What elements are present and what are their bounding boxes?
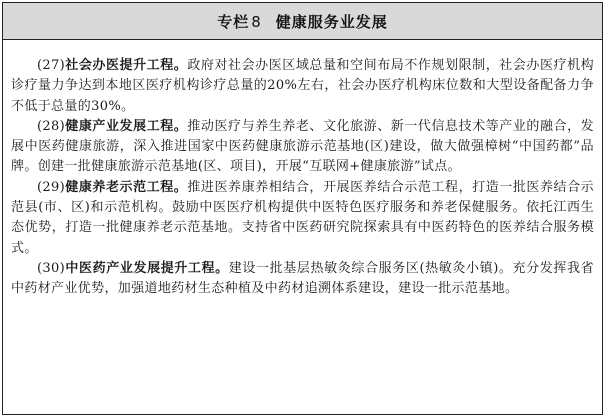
- paragraph-number: (28): [37, 118, 66, 134]
- paragraph-heading: 健康养老示范工程。: [65, 179, 188, 195]
- paragraph-28: [11, 117, 594, 178]
- paragraph-heading: 健康产业发展工程。: [65, 118, 188, 134]
- paragraph-number: (29): [37, 179, 66, 195]
- paragraph-number: (27): [37, 58, 66, 73]
- paragraph-body: 建设一批基层热敏灸综合服务区(热敏灸小镇)。充分发挥我省中药材产业优势，加强道地药材生态种植及中药材追溯体系建设，建设一批示范基地。: [11, 260, 594, 297]
- paragraph-29: [11, 178, 594, 259]
- box-title-text: 健康服务业发展: [275, 12, 388, 31]
- paragraph-body: 推进医养康养相结合，开展医养结合示范工程，打造一批医养结合示范县(市、区)和示范机构。鼓励中医医疗机构提供中医特色医疗服务和养老保健服务。依托江西生态优势，打造一批健康养老示范基地。支持省中医药研究院探索具有中医药特色的医养结合服务模式。: [11, 179, 594, 256]
- box-title-label: 专栏: [217, 12, 250, 31]
- paragraph-body: 推动医疗与养生养老、文化旅游、新一代信息技术等产业的融合，发展中医药健康旅游，深入推进国家中医药健康旅游示范基地(区)建设，做大做强樟树“中国药都”品牌。创建一批健康旅游示范基地(区、项目)，开展“互联网+健康旅游”试点。: [11, 118, 594, 175]
- box-title-number: 8: [251, 12, 262, 31]
- paragraph-27: [11, 56, 594, 117]
- box-title: [217, 11, 388, 32]
- paragraph-number: (30): [37, 260, 66, 276]
- paragraph-30: [11, 259, 594, 300]
- feature-box: [2, 2, 603, 415]
- box-header: [3, 3, 602, 40]
- paragraph-heading: 中医药产业发展提升工程。: [65, 260, 229, 276]
- paragraph-body: 政府对社会办医区域总量和空间布局不作规划限制，社会办医疗机构诊疗量力争达到本地区医疗机构诊疗总量的20%左右，社会办医疗机构床位数和大型设备配备力争不低于总量的30%。: [11, 58, 594, 114]
- box-body: [11, 56, 594, 300]
- paragraph-heading: 社会办医提升工程。: [65, 58, 188, 73]
